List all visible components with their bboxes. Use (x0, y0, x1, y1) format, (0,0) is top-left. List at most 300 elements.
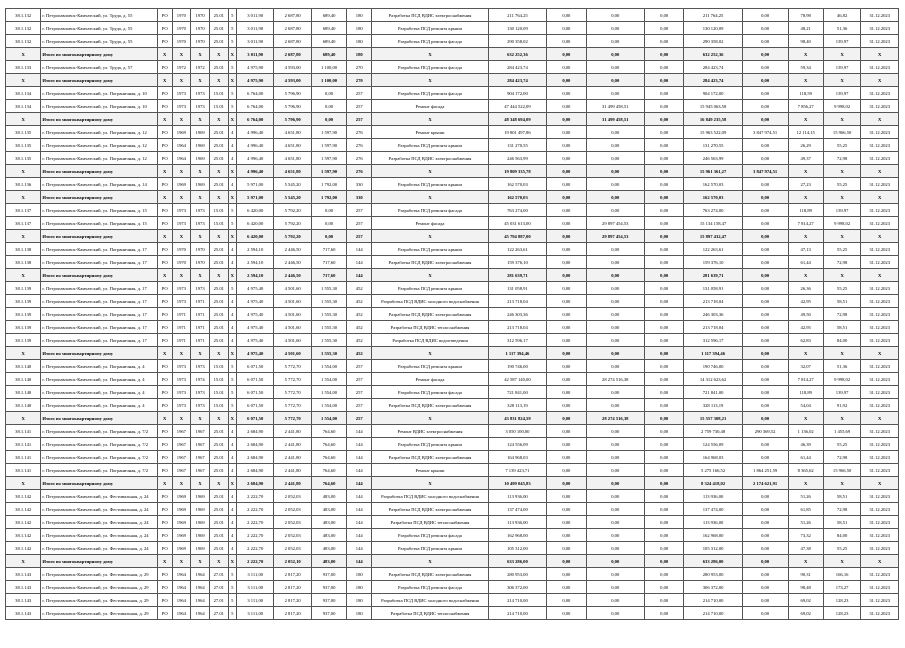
owner-cell: X (157, 477, 172, 490)
residential-area-cell: 2 687,80 (274, 9, 311, 22)
table-row (6, 126, 899, 139)
item-number-cell: 38.1.138 (6, 243, 41, 256)
item-number-cell: X (6, 230, 41, 243)
non-residential-area-cell: 1 554,00 (311, 412, 346, 425)
other-funds-cell: 0,00 (742, 74, 788, 87)
regional-funds-cell: 0,00 (586, 516, 644, 529)
work-type-cell: X (372, 74, 489, 87)
table-row (6, 139, 899, 152)
work-type-cell: Разработка ПСД ремонта крыши (372, 139, 489, 152)
total-area-cell: 5 971,00 (236, 178, 273, 191)
owner-funds-cell: 211 764,25 (684, 9, 742, 22)
wall-material-cell: 25.01 (209, 295, 228, 308)
non-residential-area-cell: 764,60 (311, 438, 346, 451)
floors-cell: 5 (228, 386, 236, 399)
residents-cell: 257 (347, 113, 372, 126)
owner-cell: X (157, 412, 172, 425)
subtotal-row (6, 230, 899, 243)
max-unit-cost-cell: 72,98 (823, 152, 860, 165)
unit-cost-cell: 26,29 (788, 139, 823, 152)
non-residential-area-cell: 483,00 (311, 516, 346, 529)
wall-material-cell: 25.01 (209, 490, 228, 503)
wall-material-cell: 25.01 (209, 282, 228, 295)
non-residential-area-cell: 1 554,00 (311, 386, 346, 399)
floors-cell: 5 (228, 61, 236, 74)
residential-area-cell: 4 593,00 (274, 74, 311, 87)
municipal-funds-cell: 0,00 (644, 269, 684, 282)
residents-cell: 270 (347, 61, 372, 74)
total-area-cell: 2 684,90 (236, 464, 273, 477)
wall-material-cell: X (209, 555, 228, 568)
owner-funds-cell: 312 596,17 (684, 334, 742, 347)
residents-cell: 257 (347, 386, 372, 399)
municipal-funds-cell: 0,00 (644, 438, 684, 451)
other-funds-cell: 1 864 251,59 (742, 464, 788, 477)
total-cost-cell: 124 556,09 (488, 438, 546, 451)
owner-cell: РО (157, 321, 172, 334)
residential-area-cell: 2 052,03 (274, 490, 311, 503)
completion-date-cell: X (861, 347, 899, 360)
non-residential-area-cell: 764,60 (311, 464, 346, 477)
floors-cell: X (228, 165, 236, 178)
residents-cell: 257 (347, 360, 372, 373)
owner-cell: РО (157, 152, 172, 165)
item-number-cell: 38.1.143 (6, 594, 41, 607)
residential-area-cell: 5 792,20 (274, 230, 311, 243)
completion-date-cell: 31.12.2023 (861, 451, 899, 464)
federal-funds-cell: 0,00 (547, 295, 587, 308)
municipal-funds-cell: 0,00 (644, 594, 684, 607)
municipal-funds-cell: 0,00 (644, 113, 684, 126)
federal-funds-cell: 0,00 (547, 334, 587, 347)
max-unit-cost-cell: 72,98 (823, 451, 860, 464)
federal-funds-cell: 0,00 (547, 9, 587, 22)
item-number-cell: 38.1.141 (6, 425, 41, 438)
owner-funds-cell: 213 718,04 (684, 321, 742, 334)
year-built-cell: 1973 (172, 386, 191, 399)
year-built-cell: 1964 (172, 568, 191, 581)
regional-funds-cell: 0,00 (586, 269, 644, 282)
regional-funds-cell: 0,00 (586, 165, 644, 178)
wall-material-cell: 15.01 (209, 399, 228, 412)
municipal-funds-cell: 0,00 (644, 490, 684, 503)
work-type-cell: X (372, 48, 489, 61)
other-funds-cell: 0,00 (742, 516, 788, 529)
year-built-cell: 1973 (172, 204, 191, 217)
address-cell: г. Петропавловск-Камчатский, ул. Пограничная, д. 10 (41, 100, 158, 113)
completion-date-cell: 31.12.2023 (861, 503, 899, 516)
item-number-cell: X (6, 477, 41, 490)
year-built-cell: 1969 (172, 542, 191, 555)
work-type-cell: Ремонт фасада (372, 373, 489, 386)
address-cell: г. Петропавловск-Камчатский, ул. Пограничная, д. 7/2 (41, 438, 158, 451)
non-residential-area-cell: 483,00 (311, 555, 346, 568)
other-funds-cell: 0,00 (742, 555, 788, 568)
regional-funds-cell: 0,00 (586, 451, 644, 464)
subtotal-row (6, 412, 899, 425)
total-cost-cell: 19 801 497,86 (488, 126, 546, 139)
year-commissioned-cell: 1967 (191, 425, 210, 438)
total-area-cell: 3 111,00 (236, 568, 273, 581)
year-commissioned-cell: 1964 (191, 568, 210, 581)
work-type-cell: X (372, 347, 489, 360)
unit-cost-cell: 48,21 (788, 22, 823, 35)
year-commissioned-cell: 1967 (191, 451, 210, 464)
completion-date-cell: 31.12.2023 (861, 529, 899, 542)
max-unit-cost-cell: 58,51 (823, 516, 860, 529)
work-type-cell: Разработка ПСД ВДИС теплоснабжения (372, 516, 489, 529)
work-type-cell: X (372, 191, 489, 204)
residents-cell: 452 (347, 347, 372, 360)
other-funds-cell: 0,00 (742, 321, 788, 334)
municipal-funds-cell: 0,00 (644, 516, 684, 529)
total-area-cell: 4 975,40 (236, 295, 273, 308)
address-cell: Итого по многоквартирному дому (41, 191, 158, 204)
regional-funds-cell: 0,00 (586, 204, 644, 217)
address-cell: г. Петропавловск-Камчатский, ул. Пограничная, д. 17 (41, 282, 158, 295)
completion-date-cell: 31.12.2023 (861, 516, 899, 529)
item-number-cell: 38.1.135 (6, 126, 41, 139)
regional-funds-cell: 0,00 (586, 35, 644, 48)
max-unit-cost-cell: X (823, 477, 860, 490)
owner-funds-cell: 8 324 418,02 (684, 477, 742, 490)
item-number-cell: 38.1.140 (6, 386, 41, 399)
owner-cell: X (157, 347, 172, 360)
municipal-funds-cell: 0,00 (644, 256, 684, 269)
floors-cell: 4 (228, 139, 236, 152)
residential-area-cell: 5 772,70 (274, 373, 311, 386)
total-area-cell: 6 071,50 (236, 373, 273, 386)
other-funds-cell: 0,00 (742, 360, 788, 373)
regional-funds-cell: 0,00 (586, 191, 644, 204)
wall-material-cell: X (209, 347, 228, 360)
residents-cell: 180 (347, 581, 372, 594)
non-residential-area-cell: 483,00 (311, 503, 346, 516)
regional-funds-cell: 0,00 (586, 126, 644, 139)
other-funds-cell: 0,00 (742, 35, 788, 48)
year-commissioned-cell: X (191, 113, 210, 126)
total-area-cell: 2 222,70 (236, 516, 273, 529)
completion-date-cell: 31.12.2023 (861, 334, 899, 347)
address-cell: г. Петропавловск-Камчатский, ул. Пограничная, д. 12 (41, 139, 158, 152)
work-type-cell: Разработка ПСД ремонта крыши (372, 178, 489, 191)
year-commissioned-cell: 1970 (191, 243, 210, 256)
work-type-cell: Ремонт фасада (372, 100, 489, 113)
completion-date-cell: X (861, 74, 899, 87)
year-built-cell: X (172, 74, 191, 87)
max-unit-cost-cell: 9 998,02 (823, 217, 860, 230)
table-row (6, 243, 899, 256)
non-residential-area-cell: 0,00 (311, 230, 346, 243)
year-built-cell: X (172, 113, 191, 126)
unit-cost-cell: X (788, 555, 823, 568)
completion-date-cell: 31.12.2023 (861, 386, 899, 399)
year-commissioned-cell: 1973 (191, 399, 210, 412)
non-residential-area-cell: 764,60 (311, 477, 346, 490)
year-built-cell: X (172, 230, 191, 243)
total-area-cell: 2 222,70 (236, 490, 273, 503)
max-unit-cost-cell: 139,97 (823, 87, 860, 100)
federal-funds-cell: 0,00 (547, 347, 587, 360)
residents-cell: 180 (347, 568, 372, 581)
unit-cost-cell: 51,26 (788, 490, 823, 503)
wall-material-cell: 25.01 (209, 425, 228, 438)
year-commissioned-cell: 1971 (191, 321, 210, 334)
federal-funds-cell: 0,00 (547, 87, 587, 100)
unit-cost-cell: 61,85 (788, 503, 823, 516)
work-type-cell: Разработка ПСД ВДИС электроснабжения (372, 308, 489, 321)
total-area-cell: 2 594,10 (236, 256, 273, 269)
completion-date-cell: X (861, 412, 899, 425)
floors-cell: 5 (228, 100, 236, 113)
federal-funds-cell: 0,00 (547, 191, 587, 204)
total-cost-cell: 290 358,02 (488, 35, 546, 48)
residents-cell: 144 (347, 243, 372, 256)
year-commissioned-cell: 1969 (191, 178, 210, 191)
work-type-cell: Разработка ПСД ремонта крыши (372, 22, 489, 35)
total-cost-cell: 162 570,03 (488, 178, 546, 191)
item-number-cell: 38.1.142 (6, 503, 41, 516)
year-built-cell: 1969 (172, 126, 191, 139)
max-unit-cost-cell: 51,36 (823, 360, 860, 373)
regional-funds-cell: 0,00 (586, 152, 644, 165)
owner-cell: РО (157, 308, 172, 321)
address-cell: Итого по многоквартирному дому (41, 347, 158, 360)
residents-cell: 180 (347, 9, 372, 22)
owner-cell: X (157, 191, 172, 204)
owner-cell: РО (157, 87, 172, 100)
total-cost-cell: 763 274,00 (488, 204, 546, 217)
year-commissioned-cell: 1969 (191, 503, 210, 516)
wall-material-cell: 25.01 (209, 139, 228, 152)
unit-cost-cell: 49,50 (788, 308, 823, 321)
address-cell: г. Петропавловск-Камчатский, ул. Фестивальная, д. 24 (41, 490, 158, 503)
max-unit-cost-cell: X (823, 269, 860, 282)
owner-cell: РО (157, 243, 172, 256)
non-residential-area-cell: 1 555,30 (311, 321, 346, 334)
owner-funds-cell: 15 963 522,09 (684, 126, 742, 139)
non-residential-area-cell: 0,00 (311, 100, 346, 113)
total-cost-cell: 19 809 335,78 (488, 165, 546, 178)
completion-date-cell: 31.12.2023 (861, 490, 899, 503)
item-number-cell: X (6, 48, 41, 61)
non-residential-area-cell: 937,00 (311, 594, 346, 607)
regional-funds-cell: 0,00 (586, 178, 644, 191)
owner-funds-cell: 246 303,36 (684, 308, 742, 321)
unit-cost-cell: 27,23 (788, 178, 823, 191)
municipal-funds-cell: 0,00 (644, 607, 684, 620)
max-unit-cost-cell: 51,36 (823, 22, 860, 35)
unit-cost-cell: X (788, 269, 823, 282)
address-cell: г. Петропавловск-Камчатский, ул. Труда, д. 55 (41, 9, 158, 22)
owner-funds-cell: 904 172,00 (684, 87, 742, 100)
total-cost-cell: 122 263,61 (488, 243, 546, 256)
max-unit-cost-cell: 139,97 (823, 386, 860, 399)
regional-funds-cell: 0,00 (586, 542, 644, 555)
total-area-cell: 4 975,90 (236, 61, 273, 74)
non-residential-area-cell: 1 792,00 (311, 191, 346, 204)
subtotal-row (6, 347, 899, 360)
other-funds-cell: 0,00 (742, 22, 788, 35)
regional-funds-cell: 0,00 (586, 386, 644, 399)
table-row (6, 607, 899, 620)
owner-funds-cell: 162 968,00 (684, 529, 742, 542)
residents-cell: 270 (347, 74, 372, 87)
total-area-cell: 3 111,00 (236, 581, 273, 594)
regional-funds-cell: 29 897 454,53 (586, 230, 644, 243)
year-built-cell: X (172, 191, 191, 204)
total-area-cell: 3 011,90 (236, 22, 273, 35)
work-type-cell: Разработка ПСД ВДИС электроснабжения (372, 503, 489, 516)
item-number-cell: 38.1.135 (6, 139, 41, 152)
work-type-cell: Разработка ПСД ремонта крыши (372, 282, 489, 295)
address-cell: г. Петропавловск-Камчатский, ул. Пограничная, д. 4 (41, 386, 158, 399)
unit-cost-cell: 118,89 (788, 204, 823, 217)
total-area-cell: 6 764,00 (236, 113, 273, 126)
address-cell: г. Петропавловск-Камчатский, ул. Фестивальная, д. 24 (41, 529, 158, 542)
year-built-cell: 1967 (172, 438, 191, 451)
owner-cell: X (157, 230, 172, 243)
work-type-cell: Разработка ПСД ВДИС холодного водоснабжения (372, 490, 489, 503)
regional-funds-cell: 0,00 (586, 555, 644, 568)
item-number-cell: 38.1.142 (6, 542, 41, 555)
completion-date-cell: 31.12.2023 (861, 126, 899, 139)
residential-area-cell: 2 052,03 (274, 529, 311, 542)
wall-material-cell: 15.01 (209, 386, 228, 399)
year-commissioned-cell: 1970 (191, 22, 210, 35)
wall-material-cell: 27.01 (209, 568, 228, 581)
residential-area-cell: 2 052,03 (274, 503, 311, 516)
work-type-cell: X (372, 269, 489, 282)
residential-area-cell: 2 441,80 (274, 438, 311, 451)
unit-cost-cell: 98,40 (788, 35, 823, 48)
address-cell: г. Петропавловск-Камчатский, ул. Труда, д. 55 (41, 22, 158, 35)
federal-funds-cell: 0,00 (547, 178, 587, 191)
completion-date-cell: 31.12.2023 (861, 464, 899, 477)
item-number-cell: 38.1.135 (6, 152, 41, 165)
total-area-cell: 2 222,70 (236, 542, 273, 555)
address-cell: г. Петропавловск-Камчатский, ул. Пограничная, д. 4 (41, 373, 158, 386)
other-funds-cell: 3 847 974,51 (742, 126, 788, 139)
non-residential-area-cell: 0,00 (311, 204, 346, 217)
federal-funds-cell: 0,00 (547, 204, 587, 217)
total-cost-cell: 214 710,00 (488, 594, 546, 607)
address-cell: г. Петропавловск-Камчатский, ул. Пограничная, д. 15 (41, 217, 158, 230)
regional-funds-cell: 0,00 (586, 438, 644, 451)
other-funds-cell: 0,00 (742, 438, 788, 451)
residential-area-cell: 5 772,70 (274, 360, 311, 373)
max-unit-cost-cell: X (823, 191, 860, 204)
municipal-funds-cell: 0,00 (644, 503, 684, 516)
residents-cell: 276 (347, 152, 372, 165)
year-built-cell: X (172, 269, 191, 282)
wall-material-cell: 25.01 (209, 321, 228, 334)
year-commissioned-cell: 1973 (191, 360, 210, 373)
owner-funds-cell: 328 113,19 (684, 399, 742, 412)
regional-funds-cell: 0,00 (586, 360, 644, 373)
unit-cost-cell: X (788, 113, 823, 126)
year-commissioned-cell: 1969 (191, 542, 210, 555)
wall-material-cell: 25.01 (209, 503, 228, 516)
residents-cell: 276 (347, 126, 372, 139)
owner-cell: X (157, 555, 172, 568)
item-number-cell: 38.1.141 (6, 464, 41, 477)
other-funds-cell: 0,00 (742, 451, 788, 464)
work-type-cell: Разработка ПСД ВДИС электроснабжения (372, 256, 489, 269)
floors-cell: 5 (228, 581, 236, 594)
residents-cell: 144 (347, 490, 372, 503)
federal-funds-cell: 0,00 (547, 529, 587, 542)
floors-cell: 5 (228, 282, 236, 295)
total-cost-cell: 213 718,04 (488, 295, 546, 308)
subtotal-row (6, 477, 899, 490)
municipal-funds-cell: 0,00 (644, 477, 684, 490)
max-unit-cost-cell: 55,25 (823, 438, 860, 451)
other-funds-cell: 0,00 (742, 230, 788, 243)
residential-area-cell: 2 441,80 (274, 477, 311, 490)
non-residential-area-cell: 1 554,00 (311, 373, 346, 386)
owner-funds-cell: 16 849 235,58 (684, 113, 742, 126)
municipal-funds-cell: 0,00 (644, 542, 684, 555)
municipal-funds-cell: 0,00 (644, 87, 684, 100)
completion-date-cell: 31.12.2023 (861, 594, 899, 607)
owner-funds-cell: 2 759 730,48 (684, 425, 742, 438)
owner-funds-cell: 246 563,99 (684, 152, 742, 165)
owner-cell: РО (157, 438, 172, 451)
unit-cost-cell: 47,38 (788, 542, 823, 555)
other-funds-cell: 0,00 (742, 48, 788, 61)
other-funds-cell: 0,00 (742, 152, 788, 165)
max-unit-cost-cell: 72,98 (823, 308, 860, 321)
max-unit-cost-cell: 55,25 (823, 243, 860, 256)
max-unit-cost-cell: 58,51 (823, 321, 860, 334)
owner-cell: РО (157, 451, 172, 464)
residents-cell: 144 (347, 503, 372, 516)
other-funds-cell: 0,00 (742, 594, 788, 607)
total-cost-cell: 190 746,00 (488, 360, 546, 373)
total-cost-cell: 48 348 694,09 (488, 113, 546, 126)
year-commissioned-cell: 1973 (191, 204, 210, 217)
unit-cost-cell: 42,95 (788, 295, 823, 308)
non-residential-area-cell: 1 597,90 (311, 165, 346, 178)
municipal-funds-cell: 0,00 (644, 347, 684, 360)
address-cell: Итого по многоквартирному дому (41, 113, 158, 126)
max-unit-cost-cell: 1 455,69 (823, 425, 860, 438)
completion-date-cell: 31.12.2023 (861, 217, 899, 230)
item-number-cell: 38.1.141 (6, 438, 41, 451)
work-type-cell: Ремонт крыши (372, 464, 489, 477)
floors-cell: 4 (228, 516, 236, 529)
unit-cost-cell: 32,07 (788, 360, 823, 373)
other-funds-cell: 0,00 (742, 529, 788, 542)
year-built-cell: X (172, 412, 191, 425)
owner-funds-cell: 162 570,03 (684, 191, 742, 204)
municipal-funds-cell: 0,00 (644, 243, 684, 256)
other-funds-cell: 0,00 (742, 9, 788, 22)
non-residential-area-cell: 0,00 (311, 113, 346, 126)
residential-area-cell: 4 651,80 (274, 139, 311, 152)
year-commissioned-cell: 1973 (191, 100, 210, 113)
work-type-cell: Разработка ПСД ВДИС электроснабжения (372, 9, 489, 22)
other-funds-cell: 0,00 (742, 217, 788, 230)
total-cost-cell: 281 639,71 (488, 269, 546, 282)
other-funds-cell: 0,00 (742, 243, 788, 256)
address-cell: г. Петропавловск-Камчатский, ул. Пограничная, д. 17 (41, 256, 158, 269)
item-number-cell: 38.1.139 (6, 321, 41, 334)
item-number-cell: 38.1.132 (6, 35, 41, 48)
item-number-cell: 38.1.140 (6, 399, 41, 412)
year-commissioned-cell: 1973 (191, 217, 210, 230)
